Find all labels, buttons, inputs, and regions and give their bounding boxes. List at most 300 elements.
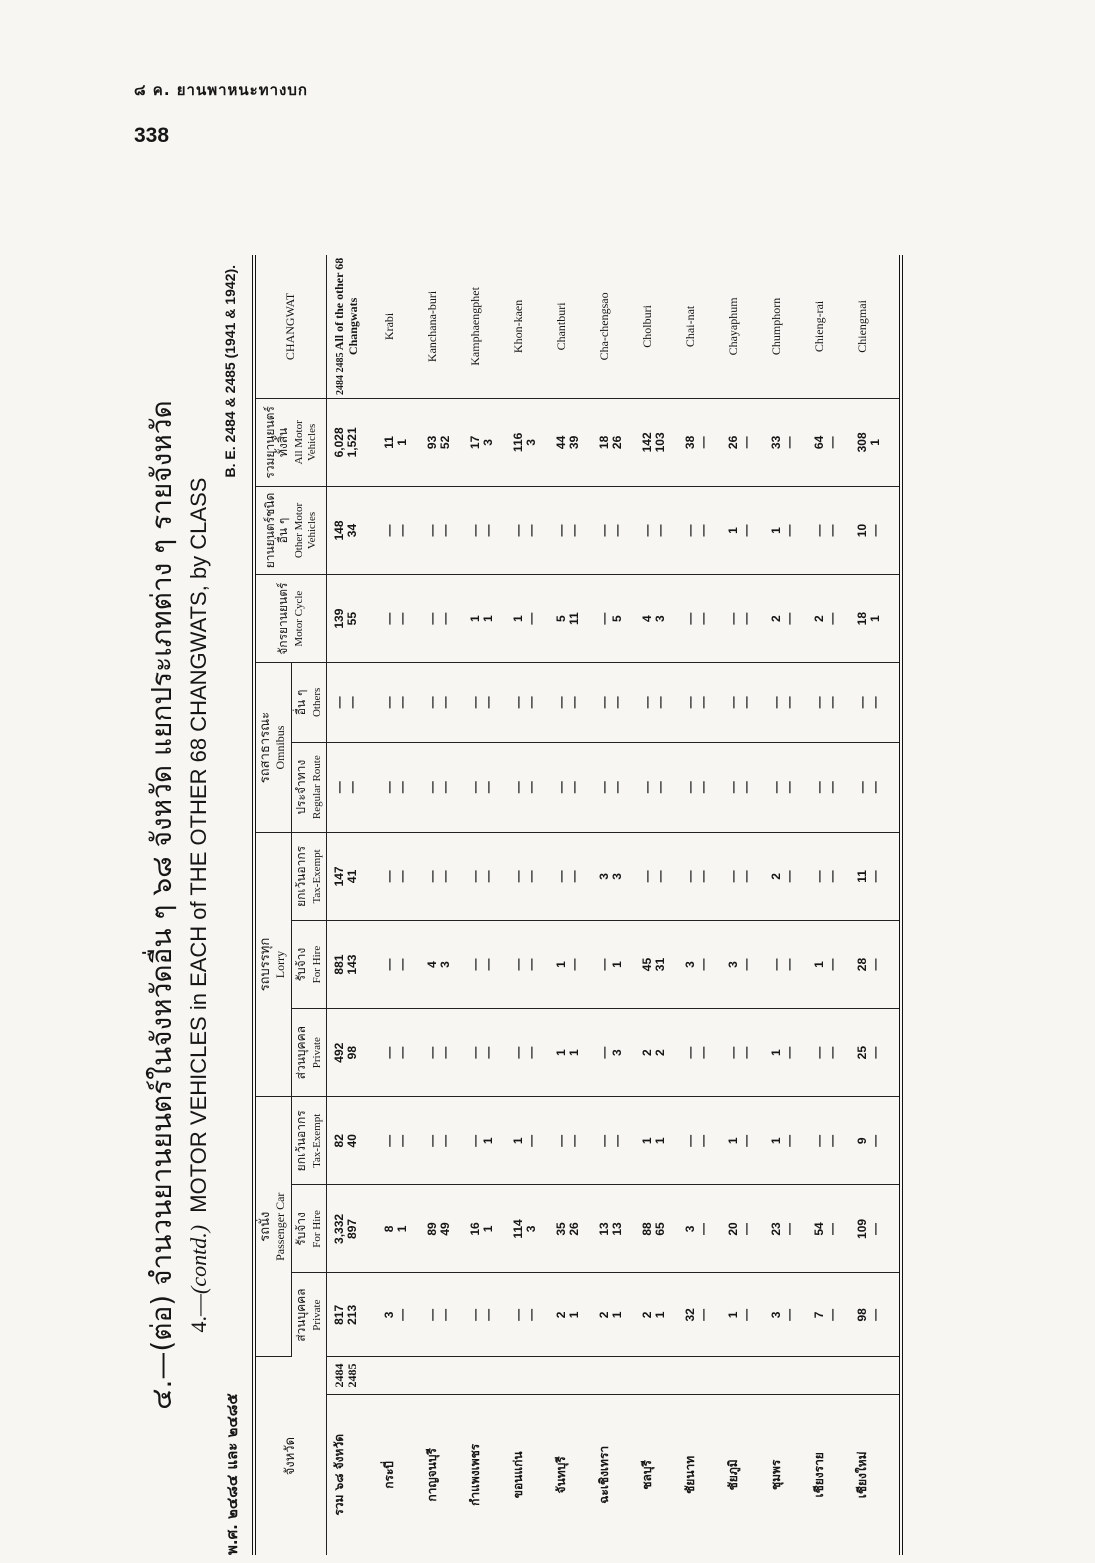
header-lorry: รถบรรทุก Lorry (254, 832, 291, 1096)
year-value: 1 (566, 1049, 581, 1057)
year-value: 3 (437, 961, 452, 968)
year-value: 18 (855, 611, 870, 626)
year-value: 17 (468, 435, 483, 450)
year-value: — (382, 1134, 397, 1147)
year-value: — (824, 781, 839, 794)
year-value: — (812, 696, 827, 709)
cell-passenger-tax-exempt (727, 1097, 770, 1185)
year-value: 1 (609, 1311, 624, 1319)
year-value: — (738, 1308, 753, 1321)
year-value: 18 (597, 435, 612, 450)
year-value: 39 (566, 435, 581, 450)
cell-motor-cycle (598, 575, 641, 663)
page-number: 338 (134, 124, 170, 147)
cell-lorry-for-hire (813, 920, 856, 1008)
cell-motor-cycle (383, 575, 426, 663)
year-value: — (437, 1308, 452, 1321)
year-value: 54 (812, 1222, 827, 1236)
year-value: 11 (566, 612, 581, 625)
cell-passenger-for-hire (684, 1185, 727, 1273)
header-pc-tax-exempt: ยกเว้นอากร Tax-Exempt (291, 1097, 326, 1185)
cell-passenger-private (727, 1273, 770, 1357)
year-value: — (695, 958, 710, 971)
year-value: 25 (855, 1046, 870, 1060)
cell-province-thai: ชุมพร (769, 1459, 784, 1491)
year-value: — (554, 870, 569, 883)
year-value: — (437, 524, 452, 537)
year-value: 1 (769, 527, 784, 534)
year-value: — (769, 958, 784, 971)
year-value: 3 (523, 439, 538, 446)
year-value: — (480, 524, 495, 537)
year-value: — (824, 612, 839, 625)
cell-province-thai: จันทบุรี (554, 1456, 569, 1494)
year-value: 41 (344, 869, 359, 884)
year-value: 139 (332, 608, 347, 629)
cell-lorry-private (684, 1009, 727, 1097)
cell-lorry-tax-exempt (856, 832, 901, 920)
year-value: 1 (812, 961, 827, 968)
year-value: — (695, 870, 710, 883)
year-value: — (824, 958, 839, 971)
year-value: 1 (652, 1137, 667, 1145)
year-value: — (344, 696, 359, 709)
header-lorry-for-hire: รับจ้าง For Hire (291, 920, 326, 1008)
year-value: — (609, 696, 624, 709)
year-value: 1 (726, 527, 741, 534)
year-value: — (738, 958, 753, 971)
cell-province-english (684, 255, 727, 398)
year-value: — (867, 870, 882, 883)
cell-motor-cycle (770, 575, 813, 663)
cell-omnibus-others (727, 663, 770, 742)
year-value: 45 (640, 957, 655, 972)
year-value: 114 (511, 1219, 526, 1239)
year-value: 897 (344, 1218, 359, 1239)
year-value: 93 (425, 435, 440, 450)
table-row (426, 255, 469, 1555)
year-value: — (824, 1308, 839, 1321)
year-value: 98 (855, 1308, 870, 1322)
year-value: — (394, 696, 409, 709)
year-value: 1,521 (344, 427, 359, 458)
cell-all-motor-vehicles (770, 398, 813, 486)
year-value: — (867, 1222, 882, 1235)
year-value: 1 (394, 439, 409, 446)
cell-passenger-tax-exempt (383, 1097, 426, 1185)
year-value: 1 (769, 1049, 784, 1057)
year-value: — (683, 696, 698, 709)
cell-year-label (426, 1357, 469, 1394)
year-value: — (523, 1046, 538, 1059)
year-value: 1 (468, 615, 483, 622)
cell-lorry-tax-exempt (327, 832, 384, 920)
table-title-english (186, 255, 212, 1555)
year-value: 213 (344, 1304, 359, 1325)
year-value: 2485 (344, 1363, 359, 1388)
header-all-motor-vehicles: รวมยานยนตร์ทั้งสิ้น All Motor Vehicles (254, 398, 327, 486)
cell-omnibus-others (512, 663, 555, 742)
year-value: — (867, 1308, 882, 1321)
cell-lorry-for-hire (770, 920, 813, 1008)
year-value: — (468, 958, 483, 971)
cell-lorry-for-hire (598, 920, 641, 1008)
year-value: — (437, 1134, 452, 1147)
cell-year-label (856, 1357, 901, 1394)
year-value: 3,332 (332, 1213, 347, 1244)
table-body (327, 255, 902, 1555)
year-value: 1 (652, 1311, 667, 1319)
year-value: 65 (652, 1222, 667, 1236)
province-english-name: Chai-nat (683, 305, 698, 348)
cell-passenger-private (770, 1273, 813, 1357)
year-value: 3 (683, 961, 698, 968)
year-value: 11 (382, 436, 397, 449)
year-value: 3 (609, 873, 624, 880)
year-value: 2 (597, 1311, 612, 1319)
year-value: — (738, 1046, 753, 1059)
year-value: — (566, 696, 581, 709)
year-value: — (394, 870, 409, 883)
cell-province-thai: ชลบุรี (640, 1460, 655, 1490)
year-value: 82 (332, 1134, 347, 1148)
year-value: — (812, 1046, 827, 1059)
cell-lorry-tax-exempt (426, 832, 469, 920)
cell-lorry-for-hire (555, 920, 598, 1008)
year-value: 4 (425, 961, 440, 968)
cell-lorry-for-hire (512, 920, 555, 1008)
year-value: — (382, 524, 397, 537)
cell-passenger-private (512, 1273, 555, 1357)
cell-omnibus-others (383, 663, 426, 742)
year-value: 3 (726, 961, 741, 968)
cell-passenger-for-hire (383, 1185, 426, 1273)
year-value: 9 (855, 1137, 870, 1145)
table-row (555, 255, 598, 1555)
year-value: 3 (683, 1225, 698, 1233)
cell-passenger-private (641, 1273, 684, 1357)
year-value: 1 (480, 615, 495, 622)
cell-province-english (426, 255, 469, 398)
cell-province-thai: ขอนแก่น (511, 1451, 526, 1499)
cell-lorry-tax-exempt (684, 832, 727, 920)
cell-all-motor-vehicles (813, 398, 856, 486)
year-value: — (523, 524, 538, 537)
year-value: — (468, 870, 483, 883)
cell-passenger-for-hire (856, 1185, 901, 1273)
cell-motor-cycle (727, 575, 770, 663)
cell-lorry-private (426, 1009, 469, 1097)
year-value: 26 (566, 1222, 581, 1236)
cell-all-motor-vehicles (512, 398, 555, 486)
year-value: — (511, 524, 526, 537)
year-value: 64 (812, 435, 827, 450)
year-value: — (382, 1046, 397, 1059)
cell-province-english (598, 255, 641, 398)
province-english-name: Chiengmai (855, 300, 870, 353)
year-value: 88 (640, 1222, 655, 1236)
cell-all-motor-vehicles (555, 398, 598, 486)
year-value: 10 (855, 523, 870, 538)
cell-omnibus-others (469, 663, 512, 742)
year-value: — (425, 1134, 440, 1147)
cell-passenger-private (383, 1273, 426, 1357)
year-value: — (640, 696, 655, 709)
cell-passenger-tax-exempt (813, 1097, 856, 1185)
year-value: — (566, 958, 581, 971)
year-value: — (437, 781, 452, 794)
cell-province-english (856, 255, 901, 398)
cell-all-motor-vehicles (469, 398, 512, 486)
year-value: — (683, 1134, 698, 1147)
year-value: — (394, 612, 409, 625)
year-value: — (425, 524, 440, 537)
year-value: — (695, 781, 710, 794)
year-value: 23 (769, 1222, 784, 1236)
cell-motor-cycle (469, 575, 512, 663)
year-value: 33 (769, 435, 784, 450)
year-value: 3 (769, 1311, 784, 1319)
cell-province-thai: กระบี่ (382, 1460, 397, 1489)
year-value: — (609, 781, 624, 794)
year-value: — (726, 781, 741, 794)
year-value: — (511, 958, 526, 971)
year-value: — (382, 696, 397, 709)
cell-province-thai: รวม ๖๘ จังหวัด (332, 1434, 347, 1516)
year-value: — (332, 781, 347, 794)
year-value: — (609, 1134, 624, 1147)
year-value: — (812, 1134, 827, 1147)
year-value: — (781, 1308, 796, 1321)
year-value: — (394, 1308, 409, 1321)
cell-all-motor-vehicles (684, 398, 727, 486)
year-value: — (683, 1046, 698, 1059)
cell-passenger-for-hire (512, 1185, 555, 1273)
cell-passenger-tax-exempt (684, 1097, 727, 1185)
year-value: — (738, 781, 753, 794)
province-english-name: Chieng-rai (812, 300, 827, 353)
year-value: — (738, 1134, 753, 1147)
cell-omnibus-regular-route (727, 742, 770, 832)
cell-passenger-for-hire (813, 1185, 856, 1273)
year-value: — (738, 524, 753, 537)
year-value: — (394, 524, 409, 537)
cell-omnibus-others (327, 663, 384, 742)
year-value: — (554, 1134, 569, 1147)
year-value: — (781, 781, 796, 794)
year-value: 4 (640, 615, 655, 622)
header-passenger-car: รถนั่ง Passenger Car (254, 1097, 291, 1357)
year-value: 2 (554, 1311, 569, 1319)
year-value: — (738, 696, 753, 709)
province-english-name: Krabi (382, 312, 397, 341)
cell-passenger-private (426, 1273, 469, 1357)
cell-lorry-tax-exempt (598, 832, 641, 920)
cell-year-label (327, 1357, 384, 1394)
cell-all-motor-vehicles (327, 398, 384, 486)
year-value: 3 (480, 439, 495, 446)
cell-all-motor-vehicles (641, 398, 684, 486)
year-value: — (523, 1134, 538, 1147)
cell-lorry-for-hire (727, 920, 770, 1008)
year-value: 16 (468, 1222, 483, 1236)
cell-province-thai: ชัยนาท (683, 1455, 698, 1494)
cell-lorry-private (727, 1009, 770, 1097)
year-value: — (468, 1308, 483, 1321)
cell-other-motor-vehicles (512, 486, 555, 574)
year-value: 1 (726, 1137, 741, 1145)
year-value: 35 (554, 1222, 569, 1236)
cell-other-motor-vehicles (684, 486, 727, 574)
year-value: 26 (609, 435, 624, 450)
cell-motor-cycle (813, 575, 856, 663)
table-row (727, 255, 770, 1555)
year-value: — (640, 781, 655, 794)
cell-omnibus-regular-route (512, 742, 555, 832)
year-value: 143 (344, 954, 359, 975)
cell-year-label (555, 1357, 598, 1394)
year-value: — (695, 1222, 710, 1235)
cell-omnibus-regular-route (641, 742, 684, 832)
year-value: 5 (609, 615, 624, 622)
year-value: — (511, 870, 526, 883)
year-value: — (726, 696, 741, 709)
year-value: — (824, 524, 839, 537)
year-value: 1 (867, 439, 882, 446)
year-value: 13 (609, 1222, 624, 1236)
cell-province-thai: กาญจนบุรี (425, 1448, 440, 1502)
cell-lorry-for-hire (383, 920, 426, 1008)
cell-motor-cycle (555, 575, 598, 663)
cell-lorry-private (856, 1009, 901, 1097)
year-value: — (425, 696, 440, 709)
year-value: — (511, 1308, 526, 1321)
cell-other-motor-vehicles (383, 486, 426, 574)
cell-all-motor-vehicles (856, 398, 901, 486)
table-row (641, 255, 684, 1555)
year-value: — (480, 958, 495, 971)
cell-province-english (813, 255, 856, 398)
cell-other-motor-vehicles (555, 486, 598, 574)
province-english-name: Khon-kaen (511, 299, 526, 354)
year-value: — (652, 870, 667, 883)
cell-year-label (770, 1357, 813, 1394)
year-value: — (468, 696, 483, 709)
cell-omnibus-others (555, 663, 598, 742)
year-value: — (652, 781, 667, 794)
year-value: 2 (812, 615, 827, 622)
year-value: — (554, 696, 569, 709)
cell-province-english (469, 255, 512, 398)
header-lorry-tax-exempt: ยกเว้นอากร Tax-Exempt (291, 832, 326, 920)
year-value: — (738, 612, 753, 625)
year-value: 148 (332, 520, 347, 541)
year-value: — (683, 612, 698, 625)
cell-omnibus-regular-route (598, 742, 641, 832)
province-english-name: Cholburi (640, 305, 655, 348)
year-value: — (867, 1046, 882, 1059)
province-english-name: Kamphaengphet (468, 287, 483, 366)
year-value: — (597, 781, 612, 794)
cell-omnibus-others (813, 663, 856, 742)
year-value: — (437, 696, 452, 709)
year-value: — (695, 1308, 710, 1321)
year-value: — (382, 781, 397, 794)
year-value: — (523, 958, 538, 971)
year-value: 11 (855, 870, 870, 883)
cell-passenger-tax-exempt (856, 1097, 901, 1185)
cell-other-motor-vehicles (813, 486, 856, 574)
year-value: 1 (394, 1225, 409, 1233)
cell-motor-cycle (512, 575, 555, 663)
year-value: — (769, 781, 784, 794)
year-value: — (523, 870, 538, 883)
year-value: — (695, 612, 710, 625)
year-value: — (781, 1046, 796, 1059)
year-value: — (738, 436, 753, 449)
year-value: — (382, 958, 397, 971)
cell-passenger-tax-exempt (598, 1097, 641, 1185)
year-value: — (468, 524, 483, 537)
cell-lorry-private (770, 1009, 813, 1097)
year-value: — (855, 781, 870, 794)
header-pc-for-hire: รับจ้าง For Hire (291, 1185, 326, 1273)
cell-lorry-private (469, 1009, 512, 1097)
year-value: — (609, 524, 624, 537)
cell-omnibus-others (598, 663, 641, 742)
year-value: — (781, 870, 796, 883)
year-value: 3 (609, 1049, 624, 1057)
header-province-thai: จังหวัด (254, 1357, 327, 1555)
year-value: — (781, 1134, 796, 1147)
year-value: 52 (437, 435, 452, 450)
year-value: — (480, 781, 495, 794)
cell-omnibus-regular-route (555, 742, 598, 832)
cell-province-english (641, 255, 684, 398)
year-value: — (566, 524, 581, 537)
cell-province-thai: เชียงใหม่ (855, 1451, 870, 1499)
year-value: — (781, 1222, 796, 1235)
year-value: — (640, 524, 655, 537)
year-value: — (468, 1046, 483, 1059)
year-value: 881 (332, 954, 347, 975)
cell-other-motor-vehicles (598, 486, 641, 574)
year-value: — (425, 781, 440, 794)
year-value: 13 (597, 1222, 612, 1236)
year-value: 1 (769, 1137, 784, 1145)
cell-year-label (512, 1357, 555, 1394)
cell-year-label (813, 1357, 856, 1394)
cell-lorry-tax-exempt (813, 832, 856, 920)
cell-omnibus-others (426, 663, 469, 742)
cell-passenger-private (856, 1273, 901, 1357)
header-row-groups (254, 255, 291, 1555)
cell-passenger-for-hire (469, 1185, 512, 1273)
year-value: — (597, 696, 612, 709)
province-english-years: 2484 2485 (335, 352, 347, 396)
year-value: 492 (332, 1042, 347, 1063)
cell-passenger-private (684, 1273, 727, 1357)
era-english: B. E. 2484 & 2485 (1941 & 1942). (222, 265, 238, 478)
year-value: 1 (566, 1311, 581, 1319)
header-pc-private: ส่วนบุคคล Private (291, 1273, 326, 1357)
table-row (770, 255, 813, 1555)
cell-lorry-tax-exempt (770, 832, 813, 920)
year-value: — (726, 1046, 741, 1059)
header-motor-cycle: จักรยานยนตร์ Motor Cycle (254, 575, 327, 663)
year-value: — (652, 524, 667, 537)
cell-passenger-private (327, 1273, 384, 1357)
